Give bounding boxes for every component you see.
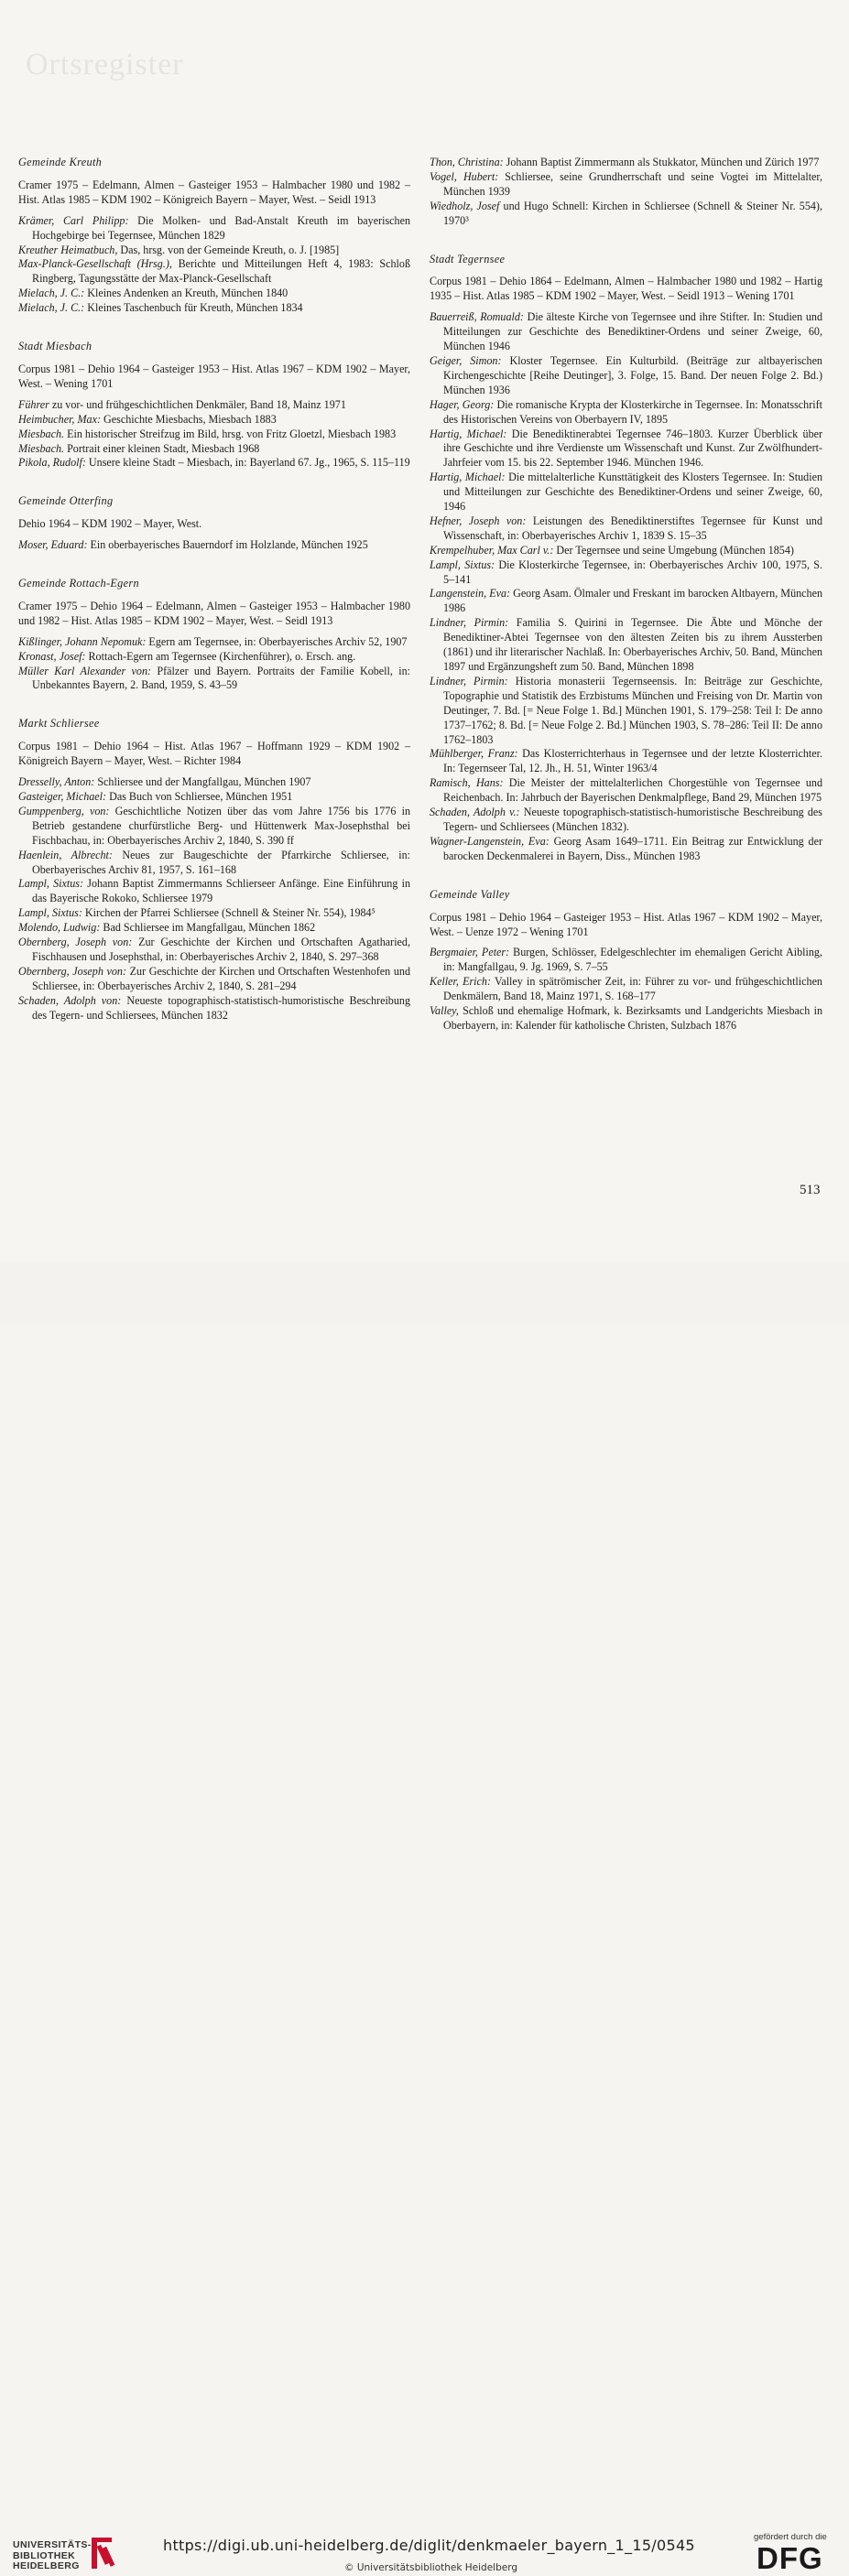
corpus-references: Corpus 1981 – Dehio 1964 – Gasteiger 1953 – Hist. Atlas 1967 – KDM 1902 – Mayer, West. – Uenze 1972 – Wening 1701	[430, 910, 822, 938]
entry-text: Egern am Tegernsee, in: Oberbayerisches Archiv 52, 1907	[146, 634, 408, 648]
entry-author: Ramisch, Hans:	[430, 776, 504, 790]
entry-author: Mühlberger, Franz:	[430, 747, 518, 761]
entry-author: Krämer, Carl Philipp:	[18, 213, 129, 227]
bibliography-entry	[430, 514, 822, 544]
entry-text: Die mittelalterliche Kunsttätigkeit des Klosters Tegernsee. In: Studien und Mitteilungen zur Geschichte des Benediktiner-Ordens und seiner Zweige, 60, 1946	[443, 471, 822, 514]
entry-author: Wagner-Langenstein, Eva:	[430, 834, 550, 848]
entry-text: Berichte und Mitteilungen Heft 4, 1983: Schloß Ringberg, Tagungsstätte der Max-Planck-Gesellschaft	[32, 257, 410, 286]
bibliography-entry	[430, 354, 822, 398]
corpus-references: Corpus 1981 – Dehio 1964 – Gasteiger 1953 – Hist. Atlas 1967 – KDM 1902 – Mayer, West. – Wening 1701	[18, 362, 410, 390]
section-spacer	[430, 229, 822, 253]
section-title: Stadt Miesbach	[18, 340, 93, 353]
dfg-logo[interactable]: DFG	[756, 2541, 823, 2575]
bibliography-entry	[18, 965, 410, 994]
bibliography-entry	[18, 790, 410, 805]
corpus-references: Dehio 1964 – KDM 1902 – Mayer, West.	[18, 517, 202, 531]
bibliography-entry	[18, 906, 410, 921]
bibliography-entry	[18, 456, 410, 471]
bibliography-section	[18, 717, 410, 1023]
bibliography-entry	[430, 398, 822, 428]
entry-author: Bergmaier, Peter:	[430, 946, 510, 959]
bibliography-entry	[430, 558, 822, 588]
funding-note: gefördert durch die	[754, 2532, 827, 2542]
entry-text: Pfälzer und Bayern. Portraits der Familie Kobell, in: Unbekanntes Bayern, 2. Band, 1959, S. 43–59	[32, 664, 410, 692]
bibliography-entry	[18, 538, 410, 553]
entry-author: Thon, Christina:	[430, 156, 504, 168]
entry-text: Portrait einer kleinen Stadt, Miesbach 1968	[64, 441, 260, 455]
entry-author: Kißlinger, Johann Nepomuk:	[18, 634, 147, 648]
section-title: Stadt Tegernsee	[430, 252, 506, 265]
library-name-line-3: HEIDELBERG	[13, 2560, 80, 2571]
entry-author: Miesbach.	[18, 441, 65, 455]
bibliography-entry	[18, 921, 410, 936]
library-logo-icon[interactable]	[88, 2532, 119, 2572]
entry-author: Kronast, Josef:	[18, 649, 86, 663]
bibliography-entry	[430, 200, 822, 229]
entry-author: Müller Karl Alexander von:	[18, 664, 152, 677]
entry-author: Gasteiger, Michael:	[18, 790, 107, 803]
ghost-heading-showthrough: Ortsregister	[26, 48, 184, 81]
entry-text: Kleines Taschenbuch für Kreuth, München 1834	[84, 301, 303, 315]
entry-author: Lindner, Pirmin:	[430, 616, 509, 630]
library-name-line-1: UNIVERSITÄTS-	[13, 2539, 92, 2550]
entry-text: Ein oberbayerisches Bauerndorf im Holzlande, München 1925	[87, 538, 368, 552]
bibliography-entry	[430, 1004, 822, 1034]
entry-author: Moser, Eduard:	[18, 538, 88, 552]
corpus-references: Cramer 1975 – Edelmann, Almen – Gasteiger 1953 – Halmbacher 1980 und 1982 – Hist. Atlas 1985 – KDM 1902 – Königreich Bayern – Mayer, West. – Seidl 1913	[18, 178, 410, 206]
entry-author: Mielach, J. C.:	[18, 301, 85, 315]
bibliography-entry	[430, 806, 822, 835]
permalink-url[interactable]: https://digi.ub.uni-heidelberg.de/diglit/denkmaeler_bayern_1_15/0545	[163, 2537, 695, 2554]
section-spacer	[18, 693, 410, 717]
entry-author: Lampl, Sixtus:	[430, 557, 495, 571]
bibliography-entry	[18, 635, 410, 650]
entry-text: Johann Baptist Zimmermann als Stukkator, München und Zürich 1977	[503, 156, 820, 168]
entry-text: Geschichte Miesbachs, Miesbach 1883	[101, 412, 277, 426]
entry-text: Rottach-Egern am Tegernsee (Kirchenführer), o. Ersch. ang.	[85, 649, 356, 663]
bibliography-entry	[18, 398, 410, 413]
bibliography-entry	[18, 413, 410, 428]
bibliography-entry	[430, 428, 822, 471]
entry-text: Schliersee, seine Grundherrschaft und seine Vogtei im Mittelalter, München 1939	[443, 169, 822, 198]
section-spacer	[430, 864, 822, 888]
bibliography-entry	[18, 650, 410, 665]
entry-author: Obernberg, Joseph von:	[18, 964, 126, 978]
copyright-notice: © Universitätsbibliothek Heidelberg	[344, 2562, 518, 2573]
bibliography-section	[430, 888, 822, 1034]
entry-text: Schliersee und der Mangfallgau, München 1907	[94, 775, 311, 789]
entry-text: Die Klosterkirche Tegernsee, in: Oberbayerisches Archiv 100, 1975, S. 5–141	[443, 557, 822, 586]
entry-text: Kloster Tegernsee. Ein Kulturbild. (Beiträge zur altbayerischen Kirchengeschichte [Reihe Deutinger], 3. Folge, 15. Band. Der neuen Folge 2. Bd.) München 1936	[443, 353, 822, 396]
entry-text: Das Buch von Schliersee, München 1951	[106, 790, 293, 803]
entry-text: Historia monasterii Tegernseensis. In: Beiträge zur Geschichte, Topographie und Statistik des Erzbistums München und Freising von Dr. Martin von Deutinger, 7. Bd. [= Neue Folge 1. Bd.] München 1901, S. 179–258: Teil I: De anno 1737–1762; 8. Bd. [= Neue Folge 2. Bd.] München 1903, S. 78–286: Teil II: De anno 1762–1803	[443, 674, 822, 746]
entry-author: Max-Planck-Gesellschaft (Hrsg.),	[18, 257, 172, 271]
bibliography-entry	[18, 775, 410, 790]
entry-text: Geschichtliche Notizen über das vom Jahre 1756 bis 1776 in Betrieb gestandene churfürstliche Berg- und Hüttenwerk Max-Josephsthal bei Fischbachau, in: Oberbayerisches Archiv 2, 1840, S. 390 ff	[32, 804, 411, 847]
entry-author: Hager, Georg:	[430, 397, 495, 411]
section-spacer	[18, 471, 410, 494]
section-title: Gemeinde Rottach-Egern	[18, 577, 139, 590]
section-spacer	[18, 316, 410, 340]
bibliography-entry	[18, 849, 410, 878]
bibliography-entry	[18, 214, 410, 244]
entry-text: zu vor- und frühgeschichtlichen Denkmäler, Band 18, Mainz 1971	[49, 397, 346, 411]
entry-text: Die älteste Kirche von Tegernsee und ihre Stifter. In: Studien und Mitteilungen zur Geschichte des Benediktiner-Ordens und seiner Zweige, 60, München 1946	[443, 310, 822, 353]
entry-text: Die Molken- und Bad-Anstalt Kreuth im bayerischen Hochgebirge bei Tegernsee, München 1829	[32, 213, 410, 242]
entry-text: Familia S. Quirini in Tegernsee. Die Äbte und Mönche der Benediktiner-Abtei Tegernsee von den ältesten Zeiten bis zu ihrem Aussterben (1861) und ihr literarischer Nachlaß. In: Oberbayerisches Archiv, 50. Band, München 1897 und Ergänzungsheft zum 50. Band, München 1898	[443, 616, 822, 673]
entry-text: Ein historischer Streifzug im Bild, hrsg. von Fritz Gloetzl, Miesbach 1983	[64, 427, 397, 440]
bibliography-section	[18, 156, 410, 316]
entry-author: Kreuther Heimatbuch,	[18, 243, 118, 256]
entry-author: Pikola, Rudolf:	[18, 456, 86, 470]
page-number: 513	[800, 1183, 821, 1197]
bibliography-section	[430, 253, 822, 864]
entry-author: Langenstein, Eva:	[430, 587, 511, 601]
bibliography-entry	[18, 244, 410, 258]
section-title: Gemeinde Otterfing	[18, 494, 114, 508]
bibliography-entry	[430, 946, 822, 975]
entry-text: Schloß und ehemalige Hofmark, k. Bezirksamts und Landgerichts Miesbach in Oberbayern, in: Kalender für katholische Christen, Sulzbach 1876	[443, 1004, 822, 1032]
entry-text: Die Meister der mittelalterlichen Chorgestühle von Tegernsee und Reichenbach. In: Jahrbuch der Bayerischen Denkmalpflege, Band 29, München 1975	[443, 776, 822, 805]
entry-text: Der Tegernsee und seine Umgebung (München 1854)	[553, 543, 794, 557]
entry-author: Wiedholz, Josef	[430, 199, 500, 212]
bibliography-entry	[430, 156, 822, 170]
entry-author: Dresselly, Anton:	[18, 775, 95, 789]
entry-author: Hartig, Michael:	[430, 427, 507, 440]
bibliography-entry	[430, 587, 822, 616]
entry-text: Unsere kleine Stadt – Miesbach, in: Bayerland 67. Jg., 1965, S. 115–119	[85, 456, 410, 470]
bibliography-entry	[18, 936, 410, 965]
bibliography-entry	[430, 471, 822, 514]
section-title: Markt Schliersee	[18, 717, 100, 731]
bibliography-section	[18, 577, 410, 693]
entry-text: Valley in spätrömischer Zeit, in: Führer zu vor- und frühgeschichtlichen Denkmälern, Band 18, Mainz 1971, S. 168–177	[443, 975, 822, 1003]
bibliography-entry	[430, 616, 822, 675]
entry-author: Molendo, Ludwig:	[18, 921, 101, 935]
entry-text: und Hugo Schnell: Kirchen in Schliersee (Schnell & Steiner Nr. 554), 1970³	[443, 199, 822, 227]
entry-author: Schaden, Adolph v.:	[430, 806, 520, 819]
entry-text: Die romanische Krypta der Klosterkirche in Tegernsee. In: Monatsschrift des Historischen Vereins von Oberbayern IV, 1895	[443, 397, 822, 426]
bibliography-entry	[430, 975, 822, 1004]
entry-text: Burgen, Schlösser, Edelgeschlechter im ehemaligen Gericht Aibling, in: Mangfallgau, 9. Jg. 1969, S. 7–55	[443, 946, 822, 974]
entry-author: Lampl, Sixtus:	[18, 906, 82, 920]
left-column	[18, 156, 410, 1023]
bibliography-entry	[18, 994, 410, 1023]
bibliography-section	[18, 494, 410, 553]
right-column	[430, 156, 822, 1034]
entry-text: Georg Asam. Ölmaler und Freskant im barocken Altbayern, München 1986	[443, 587, 822, 615]
entry-author: Keller, Erich:	[430, 975, 491, 989]
entry-author: Lindner, Pirmin:	[430, 674, 508, 687]
entry-text: Kleines Andenken an Kreuth, München 1840	[84, 287, 288, 300]
entry-author: Heimbucher, Max:	[18, 412, 101, 426]
entry-author: Hartig, Michael:	[430, 471, 506, 484]
entry-author: Geiger, Simon:	[430, 353, 502, 367]
entry-author: Miesbach.	[18, 427, 65, 440]
entry-author: Valley,	[430, 1004, 459, 1018]
bibliography-entry	[430, 310, 822, 354]
bibliography-entry	[18, 287, 410, 301]
bibliography-entry	[430, 835, 822, 864]
entry-author: Haenlein, Albrecht:	[18, 848, 113, 861]
bibliography-section	[430, 156, 822, 229]
entry-author: Mielach, J. C.:	[18, 287, 85, 300]
entry-author: Führer	[18, 397, 49, 411]
entry-author: Krempelhuber, Max Carl v.:	[430, 543, 554, 557]
entry-author: Vogel, Hubert:	[430, 169, 499, 183]
bibliography-entry	[18, 805, 410, 849]
library-name-line-2: BIBLIOTHEK	[13, 2549, 76, 2561]
entry-text: Georg Asam 1649–1711. Ein Beitrag zur Entwicklung der barocken Deckenmalerei in Bayern, Diss., München 1983	[443, 834, 822, 862]
entry-author: Bauerreiß, Romuald:	[430, 310, 524, 324]
entry-text: Kirchen der Pfarrei Schliersee (Schnell & Steiner Nr. 554), 1984⁵	[82, 906, 376, 920]
bibliography-entry	[18, 442, 410, 457]
bibliography-section	[18, 340, 410, 471]
entry-text: Johann Baptist Zimmermanns Schlierseer Anfänge. Eine Einführung in das Bayerische Rokoko, Schliersee 1979	[32, 877, 410, 905]
entry-text: Das Klosterrichterhaus in Tegernsee und der letzte Klosterrichter. In: Tegernseer Tal, 12. Jh., H. 51, Winter 1963/4	[443, 747, 823, 775]
library-name[interactable]	[13, 2540, 92, 2572]
entry-author: Obernberg, Joseph von:	[18, 936, 133, 949]
bibliography-entry	[430, 675, 822, 748]
entry-text: Neueste topographisch-statistisch-humoristische Beschreibung des Tegern- und Schliersees (München 1832).	[443, 806, 822, 833]
entry-author: Hefner, Joseph von:	[430, 514, 527, 527]
corpus-references: Corpus 1981 – Dehio 1864 – Edelmann, Almen – Halmbacher 1980 und 1982 – Hartig 1935 – Hist. Atlas 1985 – KDM 1902 – Mayer, West. – Seidl 1913 – Wening 1701	[430, 275, 822, 303]
entry-text: Zur Geschichte der Kirchen und Ortschaften Agatharied, Fischhausen und Josephsthal, in: Oberbayerisches Archiv 2, 1840, S. 297–368	[32, 936, 410, 963]
bibliography-entry	[18, 257, 410, 287]
corpus-references: Corpus 1981 – Dehio 1964 – Hist. Atlas 1967 – Hoffmann 1929 – KDM 1902 – Königreich Bayern – Mayer, West. – Richter 1984	[18, 740, 410, 768]
entry-author: Lampl, Sixtus:	[18, 877, 84, 891]
bibliography-entry	[18, 428, 410, 442]
bibliography-entry	[430, 544, 822, 558]
entry-author: Schaden, Adolph von:	[18, 993, 122, 1007]
bibliography-entry	[18, 665, 410, 694]
viewer-footer	[0, 1261, 849, 2575]
corpus-references: Cramer 1975 – Dehio 1964 – Edelmann, Almen – Gasteiger 1953 – Halmbacher 1980 und 1982 – Hist. Atlas 1985 – KDM 1902 – Mayer, West. – Seidl 1913	[18, 599, 410, 627]
entry-text: Neueste topographisch-statistisch-humoristische Beschreibung des Tegern- und Schliersees, München 1832	[32, 993, 410, 1022]
entry-text: Zur Geschichte der Kirchen und Ortschaften Westenhofen und Schliersee, in: Oberbayerisches Archiv 2, 1840, S. 281–294	[32, 964, 410, 992]
bibliography-entry	[430, 776, 822, 806]
section-title: Gemeinde Kreuth	[18, 156, 103, 168]
bibliography-entry	[18, 301, 410, 316]
entry-text: Bad Schliersee im Mangfallgau, München 1862	[100, 921, 316, 935]
bibliography-entry	[430, 170, 822, 200]
bibliography-entry	[18, 877, 410, 906]
section-title: Gemeinde Valley	[430, 887, 510, 901]
entry-author: Gumppenberg, von:	[18, 804, 110, 817]
entry-text: Leistungen des Benediktinerstiftes Tegernsee für Kunst und Wissenschaft, in: Oberbayerisches Archiv 1, 1839 S. 15–35	[443, 514, 822, 542]
entry-text: Das, hrsg. von der Gemeinde Kreuth, o. J. [1985]	[117, 243, 340, 256]
section-spacer	[18, 553, 410, 577]
bibliography-entry	[430, 747, 822, 776]
book-page	[0, 0, 849, 1261]
entry-text: Die Benediktinerabtei Tegernsee 746–1803. Kurzer Überblick über ihre Geschichte und ihre Verdienste um Wissenschaft und Kunst. Zur Zwölfhundert-Jahrfeier vom 15. bis 22. September 1946. München 1946.	[443, 427, 823, 470]
entry-text: Neues zur Baugeschichte der Pfarrkirche Schliersee, in: Oberbayerisches Archiv 81, 1957, S. 161–168	[32, 848, 410, 876]
